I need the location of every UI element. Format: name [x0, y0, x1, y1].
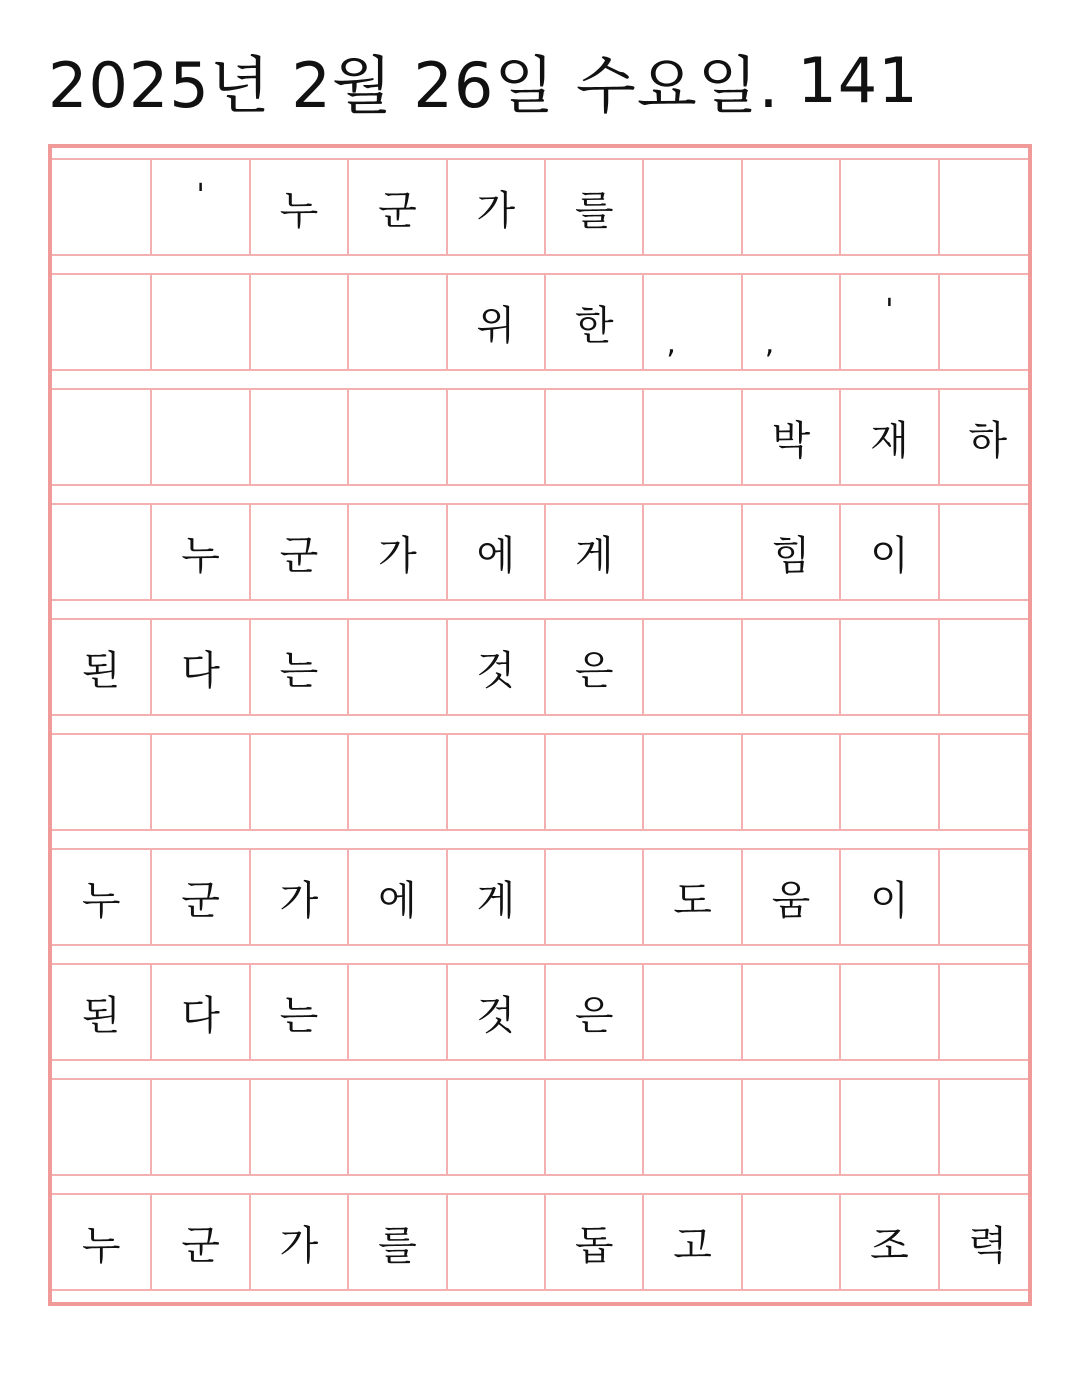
manuscript-cell	[741, 1195, 839, 1289]
manuscript-cell	[52, 275, 150, 369]
manuscript-cell	[249, 390, 347, 484]
manuscript-cell	[544, 390, 642, 484]
manuscript-cell	[938, 850, 1036, 944]
manuscript-cell	[642, 965, 740, 1059]
manuscript-cell	[642, 160, 740, 254]
manuscript-cell: '	[839, 275, 937, 369]
manuscript-cell: 는	[249, 965, 347, 1059]
manuscript-cell: 에	[446, 505, 544, 599]
manuscript-cell	[52, 505, 150, 599]
manuscript-cell: 게	[544, 505, 642, 599]
manuscript-cell	[544, 735, 642, 829]
entry-number: 141	[797, 43, 919, 117]
manuscript-cell: 위	[446, 275, 544, 369]
manuscript-cell	[249, 275, 347, 369]
manuscript-cell	[150, 390, 248, 484]
manuscript-cell: 하	[938, 390, 1036, 484]
manuscript-cell: 군	[347, 160, 445, 254]
manuscript-row	[52, 733, 1028, 831]
manuscript-cell	[347, 275, 445, 369]
manuscript-row	[52, 963, 1028, 1061]
manuscript-cell	[52, 160, 150, 254]
manuscript-cell: 를	[347, 1195, 445, 1289]
manuscript-cell	[446, 735, 544, 829]
manuscript-cell: 누	[249, 160, 347, 254]
manuscript-cell	[347, 965, 445, 1059]
manuscript-cell	[347, 620, 445, 714]
manuscript-cell	[249, 1080, 347, 1174]
page-header	[48, 30, 1038, 130]
manuscript-cell	[446, 1080, 544, 1174]
manuscript-cell	[938, 620, 1036, 714]
manuscript-cell: 군	[249, 505, 347, 599]
manuscript-cell	[938, 735, 1036, 829]
manuscript-row	[52, 388, 1028, 486]
manuscript-cell: 군	[150, 1195, 248, 1289]
manuscript-cell: 는	[249, 620, 347, 714]
manuscript-cell	[150, 1080, 248, 1174]
manuscript-cell: 가	[249, 1195, 347, 1289]
manuscript-cell: 를	[544, 160, 642, 254]
manuscript-cell	[347, 1080, 445, 1174]
manuscript-cell	[741, 620, 839, 714]
manuscript-cell: 가	[249, 850, 347, 944]
manuscript-cell: 가	[347, 505, 445, 599]
manuscript-cell: '	[150, 160, 248, 254]
manuscript-cell	[446, 390, 544, 484]
manuscript-row	[52, 618, 1028, 716]
manuscript-cell: 누	[150, 505, 248, 599]
manuscript-cell	[839, 160, 937, 254]
manuscript-cell: ,	[642, 275, 740, 369]
manuscript-cell: 돕	[544, 1195, 642, 1289]
manuscript-cell	[642, 505, 740, 599]
manuscript-cell: 군	[150, 850, 248, 944]
manuscript-cell	[446, 1195, 544, 1289]
manuscript-cell	[938, 160, 1036, 254]
manuscript-cell	[544, 1080, 642, 1174]
manuscript-cell: 다	[150, 965, 248, 1059]
manuscript-cell	[544, 850, 642, 944]
manuscript-cell: 에	[347, 850, 445, 944]
manuscript-cell: 누	[81, 1222, 121, 1269]
manuscript-cell	[839, 965, 937, 1059]
manuscript-cell: 누	[81, 877, 121, 924]
manuscript-row	[52, 1193, 1028, 1291]
manuscript-cell: 력	[938, 1195, 1036, 1289]
manuscript-cell	[52, 390, 150, 484]
manuscript-cell	[839, 735, 937, 829]
manuscript-cell	[938, 505, 1036, 599]
manuscript-cell	[938, 965, 1036, 1059]
manuscript-cell	[249, 735, 347, 829]
manuscript-cell: 힘	[741, 505, 839, 599]
manuscript-cell	[150, 735, 248, 829]
manuscript-sheet	[48, 144, 1032, 1306]
manuscript-cell: 도	[642, 850, 740, 944]
manuscript-cell: 된	[81, 647, 121, 694]
manuscript-cell: 조	[839, 1195, 937, 1289]
manuscript-cell: 이	[839, 505, 937, 599]
manuscript-cell: 한	[544, 275, 642, 369]
manuscript-cell	[839, 620, 937, 714]
manuscript-cell: 게	[446, 850, 544, 944]
manuscript-cell: 은	[544, 965, 642, 1059]
manuscript-cell: 된	[81, 992, 121, 1039]
manuscript-cell: 이	[839, 850, 937, 944]
manuscript-row	[52, 503, 1028, 601]
manuscript-cell	[642, 390, 740, 484]
manuscript-cell	[347, 735, 445, 829]
manuscript-cell: 움	[741, 850, 839, 944]
manuscript-cell	[642, 620, 740, 714]
manuscript-cell: 것	[446, 620, 544, 714]
manuscript-cell	[938, 1080, 1036, 1174]
manuscript-cell	[741, 965, 839, 1059]
manuscript-cell	[741, 160, 839, 254]
manuscript-cell	[839, 1080, 937, 1174]
manuscript-cell: 고	[642, 1195, 740, 1289]
manuscript-cell: 가	[446, 160, 544, 254]
manuscript-cell: 다	[150, 620, 248, 714]
manuscript-row	[52, 273, 1028, 371]
manuscript-cell	[642, 735, 740, 829]
manuscript-cell	[741, 1080, 839, 1174]
manuscript-cell: 재	[839, 390, 937, 484]
manuscript-row	[52, 1078, 1028, 1176]
manuscript-row	[52, 848, 1028, 946]
manuscript-cell: 것	[446, 965, 544, 1059]
manuscript-cell	[52, 735, 150, 829]
manuscript-cell	[938, 275, 1036, 369]
manuscript-cell	[347, 390, 445, 484]
manuscript-cell: 은	[544, 620, 642, 714]
manuscript-cell: ,	[741, 275, 839, 369]
manuscript-row	[52, 158, 1028, 256]
manuscript-cell	[741, 735, 839, 829]
manuscript-cell	[642, 1080, 740, 1174]
manuscript-cell	[52, 1080, 150, 1174]
manuscript-cell	[150, 275, 248, 369]
manuscript-cell: 박	[741, 390, 839, 484]
date-heading: 2025년 2월 26일 수요일.	[48, 48, 780, 122]
